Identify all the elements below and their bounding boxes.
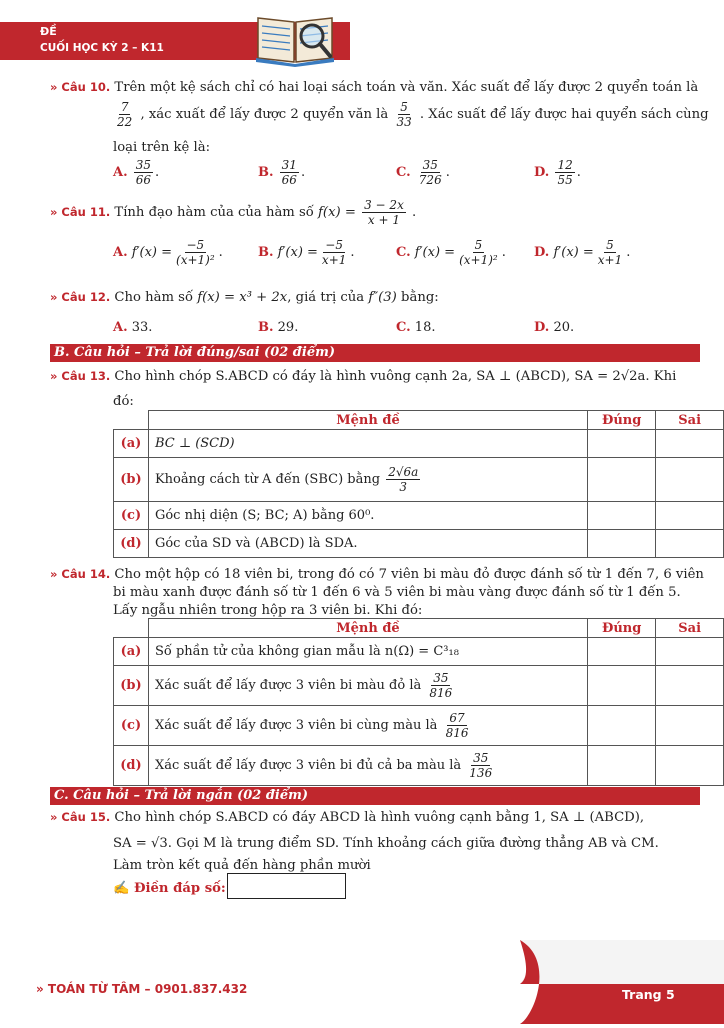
- table-row: (b) Khoảng cách từ A đến (SBC) bằng $\frac{2√6a}{3}$: [114, 458, 724, 502]
- table-header-row: [114, 619, 724, 638]
- table-header-blank: [114, 411, 149, 430]
- table-row: (c) Xác suất để lấy được 3 viên bi cùng màu là $\frac{67}{816}$: [114, 706, 724, 746]
- q11-text: Tính đạo hàm của của hàm số: [114, 205, 314, 220]
- true-cell[interactable]: [587, 638, 655, 666]
- q15-text3: Làm tròn kết quả đến hàng phần mười: [113, 858, 371, 873]
- q10-label: » Câu 10.: [50, 80, 111, 94]
- true-cell[interactable]: [587, 666, 655, 706]
- true-cell[interactable]: [588, 458, 656, 502]
- q14-text3: Lấy ngẫu nhiên trong hộp ra 3 viên bi. Khi đó:: [113, 603, 423, 618]
- question-10: [50, 77, 710, 98]
- q14-text2: bi màu xanh được đánh số từ 1 đến 6 và 5 viên bi màu vàng được đánh số từ 1 đến 5.: [113, 585, 681, 600]
- q10-option-b[interactable]: B. $\frac{31}{66}$ .: [258, 158, 306, 187]
- q13-text: Cho hình chóp S.ABCD có đáy là hình vuông cạnh 2a, SA ⊥ (ABCD), SA = 2√2a. Khi: [114, 369, 677, 384]
- q12-label: » Câu 12.: [50, 290, 111, 304]
- table-row: (d) Xác suất để lấy được 3 viên bi đủ cả ba màu là $\frac{35}{136}$: [114, 746, 724, 786]
- table-header-menh-de: Mệnh đề: [148, 619, 587, 638]
- table-header-dung: Đúng: [587, 619, 655, 638]
- section-b-heading: B. Câu hỏi – Trả lời đúng/sai (02 điểm): [50, 344, 700, 362]
- question-13: [50, 366, 676, 387]
- q12-text3: bằng:: [401, 290, 439, 305]
- table-header-row: [114, 411, 724, 430]
- page-number: Trang 5: [622, 987, 675, 1002]
- table-header-dung: Đúng: [588, 411, 656, 430]
- footer-contact: » TOÁN TỪ TÂM – 0901.837.432: [36, 982, 248, 996]
- q15-text2: SA = √3. Gọi M là trung điểm SD. Tính khoảng cách giữa đường thẳng AB và CM.: [113, 836, 659, 851]
- table-row: (a) Số phần tử của không gian mẫu là n(Ω) = C³₁₈: [114, 638, 724, 666]
- false-cell[interactable]: [656, 458, 724, 502]
- table-row: (b) Xác suất để lấy được 3 viên bi màu đỏ là $\frac{35}{816}$: [114, 666, 724, 706]
- false-cell[interactable]: [656, 530, 724, 558]
- q10-option-a[interactable]: A. $\frac{35}{66}$ .: [113, 158, 160, 187]
- q12-option-d[interactable]: D. 20.: [534, 320, 575, 335]
- q11-option-a[interactable]: A. f′(x) = $\frac{-5}{\text{(x+1)²}}$ .: [113, 238, 223, 267]
- table-row: (c) Góc nhị diện (S; BC; A) bằng 60⁰.: [114, 502, 724, 530]
- q10-option-c[interactable]: C. $\frac{35}{726}$ .: [396, 158, 450, 187]
- false-cell[interactable]: [656, 746, 724, 786]
- table-header-sai: Sai: [656, 411, 724, 430]
- q10-text4: loại trên kệ là:: [113, 140, 211, 155]
- footer-page-badge: [520, 940, 724, 1024]
- q12-expr2: f″(3): [368, 290, 397, 305]
- q10-text1: Trên một kệ sách chỉ có hai loại sách toán và văn. Xác suất để lấy được 2 quyển toán là: [114, 80, 699, 95]
- table-row: (a) BC ⊥ (SCD): [114, 430, 724, 458]
- table-header-sai: Sai: [656, 619, 724, 638]
- q12-option-a[interactable]: A. 33.: [113, 320, 153, 335]
- question-11: » Câu 11. Tính đạo hàm của của hàm số f(x) = $\frac{3 - 2x}{x + 1}$ .: [50, 198, 417, 227]
- q12-option-b[interactable]: B. 29.: [258, 320, 299, 335]
- false-cell[interactable]: [656, 638, 724, 666]
- q11-option-b[interactable]: B. f′(x) = $\frac{-5}{x+1}$ .: [258, 238, 355, 267]
- false-cell[interactable]: [656, 502, 724, 530]
- q11-fx: f(x) =: [318, 205, 356, 220]
- q10-option-d[interactable]: D. $\frac{12}{55}$ .: [534, 158, 581, 187]
- q10-fraction-2: $\frac{5}{33}$: [396, 100, 412, 129]
- section-c-heading: C. Câu hỏi – Trả lời ngắn (02 điểm): [50, 787, 700, 805]
- q10-text3: . Xác suất để lấy được hai quyển sách cùng: [419, 107, 709, 122]
- q11-option-c[interactable]: C. f′(x) = $\frac{5}{\text{(x+1)²}}$ .: [396, 238, 506, 267]
- q15-label: » Câu 15.: [50, 810, 111, 824]
- footer-shape: [520, 940, 724, 1024]
- q14-table: [113, 618, 724, 786]
- q14-label: » Câu 14.: [50, 567, 111, 581]
- true-cell[interactable]: [588, 502, 656, 530]
- q13-label: » Câu 13.: [50, 369, 111, 383]
- q15-fill-label: ✍ Điền đáp số:: [113, 881, 226, 896]
- header-line2: CUỐI HỌC KỲ 2 – K11: [40, 42, 164, 54]
- q12-option-c[interactable]: C. 18.: [396, 320, 436, 335]
- q10-line2: [113, 100, 709, 129]
- true-cell[interactable]: [588, 530, 656, 558]
- question-12: [50, 287, 439, 308]
- true-cell[interactable]: [588, 430, 656, 458]
- false-cell[interactable]: [656, 666, 724, 706]
- q11-fraction: $\frac{3 - 2x}{x + 1}$: [364, 198, 404, 227]
- q13-table: [113, 410, 724, 558]
- table-row: (d) Góc của SD và (ABCD) là SDA.: [114, 530, 724, 558]
- q15-text1: Cho hình chóp S.ABCD có đáy ABCD là hình vuông cạnh bằng 1, SA ⊥ (ABCD),: [114, 810, 645, 825]
- table-header-blank: [114, 619, 149, 638]
- true-cell[interactable]: [587, 746, 655, 786]
- q12-text2: , giá trị của: [287, 290, 365, 305]
- q11-label: » Câu 11.: [50, 205, 111, 219]
- table-header-menh-de: Mệnh đề: [148, 411, 587, 430]
- q10-text2: , xác xuất để lấy được 2 quyển văn là: [140, 107, 389, 122]
- q13-text2: đó:: [113, 394, 134, 409]
- true-cell[interactable]: [587, 706, 655, 746]
- header-line1: ĐỀ: [40, 25, 57, 38]
- false-cell[interactable]: [656, 706, 724, 746]
- book-magnifier-icon: [250, 6, 340, 68]
- q12-expr: f(x) = x³ + 2x: [197, 290, 288, 305]
- q14-text1: Cho một hộp có 18 viên bi, trong đó có 7 viên bi màu đỏ được đánh số từ 1 đến 7, 6 viên: [114, 567, 704, 582]
- false-cell[interactable]: [656, 430, 724, 458]
- q12-text1: Cho hàm số: [114, 290, 194, 305]
- q10-fraction-1: $\frac{7}{22}$: [117, 100, 133, 129]
- q11-option-d[interactable]: D. f′(x) = $\frac{5}{x+1}$ .: [534, 238, 631, 267]
- question-15: [50, 807, 644, 828]
- answer-input-box[interactable]: [227, 873, 346, 899]
